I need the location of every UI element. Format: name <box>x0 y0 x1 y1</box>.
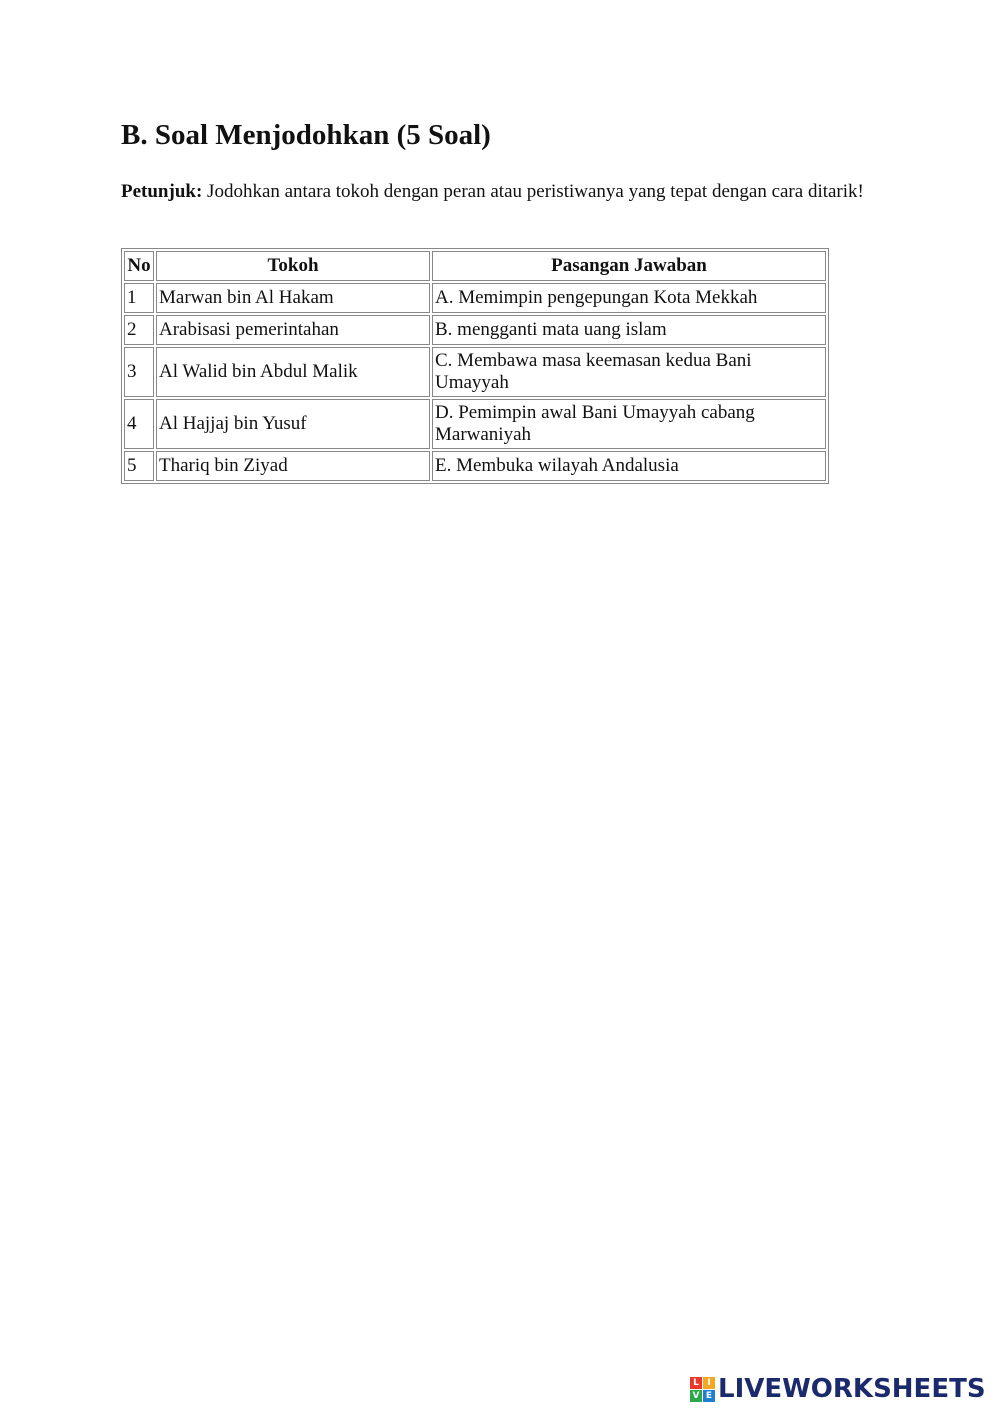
row-jawaban: D. Pemimpin awal Bani Umayyah cabang Marwaniyah <box>432 399 826 449</box>
row-tokoh: Arabisasi pemerintahan <box>156 315 430 345</box>
liveworksheets-logo-icon <box>690 1377 715 1402</box>
logo-letter-v: V <box>690 1390 702 1402</box>
row-number: 2 <box>124 315 154 345</box>
logo-letter-l: L <box>690 1377 702 1389</box>
row-jawaban: A. Memimpin pengepungan Kota Mekkah <box>432 283 826 313</box>
table-header-row <box>124 251 826 281</box>
table-row <box>124 283 826 313</box>
row-number: 4 <box>124 399 154 449</box>
brand-wordmark: LIVEWORKSHEETS <box>718 1374 986 1404</box>
row-number: 3 <box>124 347 154 397</box>
row-tokoh: Al Walid bin Abdul Malik <box>156 347 430 397</box>
row-number: 5 <box>124 451 154 481</box>
table-row <box>124 315 826 345</box>
row-jawaban: E. Membuka wilayah Andalusia <box>432 451 826 481</box>
row-tokoh: Marwan bin Al Hakam <box>156 283 430 313</box>
instructions-text: Jodohkan antara tokoh dengan peran atau peristiwanya yang tepat dengan cara ditarik! <box>202 181 864 202</box>
liveworksheets-brand <box>690 1372 986 1406</box>
header-tokoh: Tokoh <box>156 251 430 281</box>
table-row <box>124 347 826 397</box>
logo-letter-i: I <box>703 1377 715 1389</box>
page-title: B. Soal Menjodohkan (5 Soal) <box>121 119 491 151</box>
row-tokoh: Thariq bin Ziyad <box>156 451 430 481</box>
logo-letter-e: E <box>703 1390 715 1402</box>
row-tokoh: Al Hajjaj bin Yusuf <box>156 399 430 449</box>
row-jawaban: C. Membawa masa keemasan kedua Bani Umayyah <box>432 347 826 397</box>
table-row <box>124 451 826 481</box>
instructions-label: Petunjuk: <box>121 181 203 202</box>
instructions <box>121 180 866 203</box>
header-no: No <box>124 251 154 281</box>
matching-table <box>121 248 829 484</box>
row-jawaban: B. mengganti mata uang islam <box>432 315 826 345</box>
row-number: 1 <box>124 283 154 313</box>
table-row <box>124 399 826 449</box>
header-pasangan-jawaban: Pasangan Jawaban <box>432 251 826 281</box>
